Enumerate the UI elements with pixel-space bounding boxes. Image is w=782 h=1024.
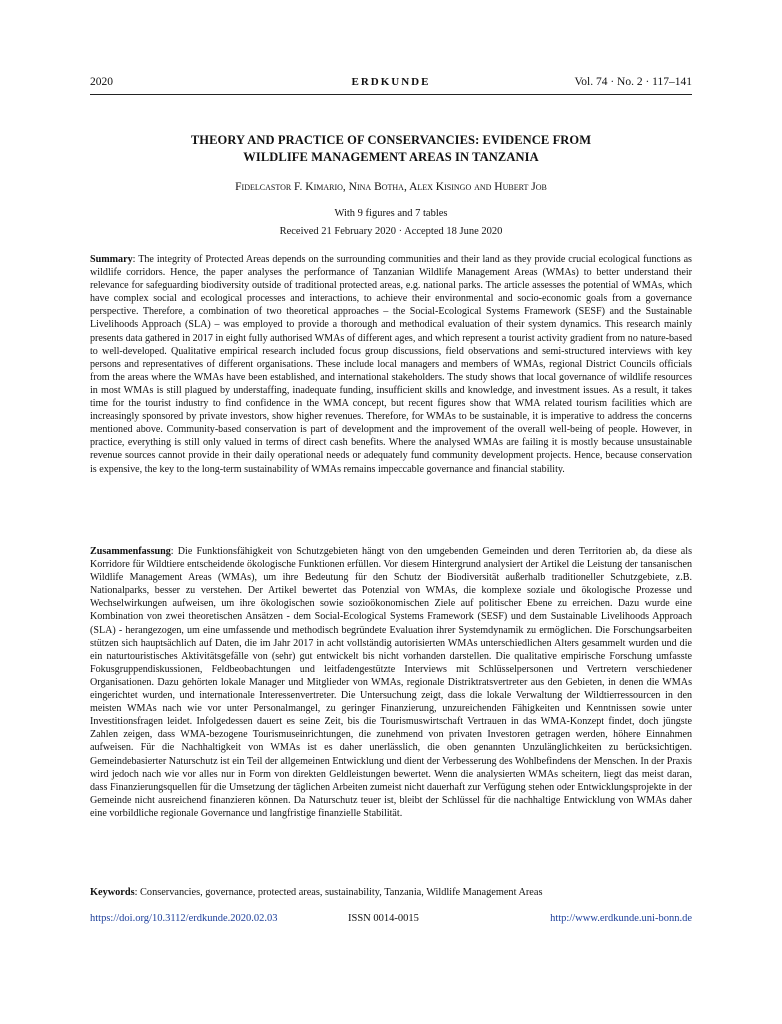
journal-website-link[interactable]: http://www.erdkunde.uni-bonn.de — [550, 913, 692, 924]
summary-abstract — [90, 253, 692, 476]
summary-label: Summary — [90, 254, 133, 265]
author-list: Fidelcastor F. Kimario, Nina Botha, Alex Kisingo and Hubert Job — [235, 181, 547, 193]
zusammenfassung-text: : Die Funktionsfähigkeit von Schutzgebieten hängt von den umgebenden Gemeinden und deren Territorien ab, da diese als Korridore für Wildtiere entscheidende ökologische Funktionen erfüllen. Vor diesem Hintergrund analysiert der Artikel die Leistung der tansanischen Wildlife Management Areas (WMAs), um ihre Bedeutung für den Schutz der Biodiversität außerhalb traditioneller Schutzgebiete, z.B. Nationalparks, besser zu verstehen. Der Artikel bewertet das Potenzial von WMAs, die komplexe soziale und ökologische Prozesse und Wechselwirkungen aufweisen, um ihre ökologischen sowie sozioökonomischen Ziele auf politischer Ebene zu erreichen. Dazu wurde eine Kombination von zwei theoretischen Ansätzen - dem Social-Ecological Systems Framework (SESF) und dem Sustainable Livelihoods Approach (SLA) - herangezogen, um eine umfassende und methodisch begründete Evaluation ihrer Systemdynamik zu ermöglichen. Die Forschungsarbeiten stützen sich hauptsächlich auf Daten, die im Jahr 2017 in acht vollständig autorisierten WMAs unterschiedlichen Alters gesammelt wurden und die ein naturtouristisches Aktivitätsgefälle von (sehr) gut entwickelt bis nicht vorhanden darstellen. Die qualitative empirische Forschung umfasste Fokusgruppendiskussionen, Feldbeobachtungen und leitfadengestützte Interviews mit Schlüsselpersonen und Vertretern verschiedener Organisationen. Dazu gehörten lokale Manager und Mitglieder von WMAs, regionale Distriktratsvertreter aus den Gebieten, in denen die WMAs eingerichtet wurden, und internationale Interessenvertreter. Die Untersuchung zeigt, dass die lokale Verwaltung der Wildtierressourcen in den meisten WMAs nach wie vor unter Personalmangel, zu geringer Finanzierung, unzureichenden Fähigkeiten und Kenntnissen sowie unter Investitionsfragen leidet. Infolgedessen dauert es seine Zeit, bis die Tourismuswirtschaft Vertrauen in das WMA-Konzept findet, doch jüngste Zahlen zeigen, dass WMA-bezogene Tourismuseinrichtungen, die zunehmend von privaten Investoren getragen werden, höhere Einnahmen aufweisen. Für die Nachhaltigkeit von WMAs ist es daher unerlässlich, die oben genannten Unzulänglichkeiten zu berücksichtigen. Gemeindebasierter Naturschutz ist ein Teil der allgemeinen Entwicklung und dient der Verbesserung des Wohlbefindens der Menschen. In der Praxis wird jedoch nach wie vor alles nur in Form von direkten Geldleistungen bewertet. Wenn die analysierten WMAs scheitern, liegt das meist daran, dass Finanzierungsquellen für die Umsetzung der täglichen Arbeiten zumeist nicht dauerhaft zur Verfügung stehen oder Entwicklungsprojekte in der Gemeinde nicht ausreichend finanzieren können. Da Naturschutz teuer ist, bleibt der Schlüssel für die nachhaltige Entwicklung von WMAs daher eine vorbildliche regionale Governance und langfristige finanzielle Stabilität. — [90, 546, 692, 819]
keywords-text: : Conservancies, governance, protected areas, sustainability, Tanzania, Wildlife Management Areas — [134, 887, 543, 898]
title-line-1: THEORY AND PRACTICE OF CONSERVANCIES: EVIDENCE FROM — [190, 133, 592, 147]
received-accepted-dates: Received 21 February 2020 · Accepted 18 June 2020 — [279, 226, 503, 237]
running-header — [90, 76, 692, 92]
issn-number: ISSN 0014-0015 — [348, 913, 419, 924]
keywords — [90, 887, 692, 898]
journal-name: ERDKUNDE — [351, 76, 431, 88]
zusammenfassung-abstract — [90, 545, 692, 820]
article-title — [90, 132, 692, 166]
summary-text: : The integrity of Protected Areas depends on the surrounding communities and their land as they provide crucial ecological functions as wildlife corridors. Hence, the paper analyses the performance of Tanzanian Wildlife Management Areas (WMAs) to better understand their relevance for safeguarding biodiversity outside of traditional protected areas, e.g. national parks. The article assesses the potential of WMAs, which have complex social and ecological processes and interactions, to achieve their environmental and socio-economic goals from a governance perspective. Therefore, a combination of two theoretical approaches – the Social-Ecological Systems Framework (SESF) and the Sustainable Livelihoods Approach (SLA) – was employed to provide a thorough and methodical evaluation of their system dynamics. This research mainly presents data gathered in 2017 in eight fully authorised WMAs of different ages, and which represent a tourist activity gradient from no nature-based to well-developed. Qualitative empirical research included focus group discussions, field observations and semi-structured interviews with key persons and representatives of different organisations. These include local managers and members of WMAs, regional District Councils officials from the areas where the WMAs have been established, and international stakeholders. The study shows that local governance of wildlife resources in most WMAs is still plagued by understaffing, inadequate funding, insufficient skills and knowledge, and investment issues. As a result, it takes time for the tourist industry to find confidence in the WMA concept, but recent figures show that WMA related tourism facilities which are increasingly sponsored by private investors, show higher revenues. Therefore, for WMAs to be sustainable, it is imperative to address the concerns mentioned above. Community-based conservation is part of development and the improvement of the overall well-being of people. However, in practice, everything is still only valued in terms of direct cash benefits. Where the analysed WMAs are failing it is mostly because unsustainable revenue sources cannot provide in their daily operational needs or adequately fund community development projects. Hence, because conservation is expensive, the key to the long-term sustainability of WMAs remains impeccable governance and financial stability. — [90, 254, 692, 475]
doi-link[interactable]: https://doi.org/10.3112/erdkunde.2020.02.03 — [90, 913, 278, 924]
header-year: 2020 — [90, 76, 113, 88]
figures-tables-note: With 9 figures and 7 tables — [334, 208, 448, 219]
header-volume: Vol. 74 · No. 2 · 117–141 — [574, 76, 692, 88]
keywords-label: Keywords — [90, 887, 135, 898]
zusammenfassung-label: Zusammenfassung — [90, 546, 171, 557]
page-footer — [90, 913, 692, 927]
title-line-2: WILDLIFE MANAGEMENT AREAS IN TANZANIA — [243, 150, 539, 164]
header-rule — [90, 94, 692, 95]
